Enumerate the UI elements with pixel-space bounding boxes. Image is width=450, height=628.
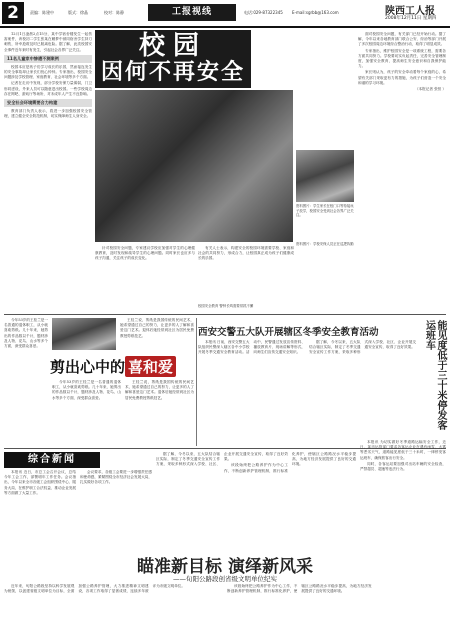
photo-caption: 资料图片：学校安保人员正在巡逻执勤 xyxy=(296,242,354,246)
page-number: 2 xyxy=(2,2,24,24)
subhead: 11名儿童家中惨遭不测案例 xyxy=(4,55,92,63)
paragraph: 同时，各客运站要加强对出站车辆的安全检查，严禁超员、超速等违法行为。 xyxy=(360,461,446,472)
email: E-mail:sgrbb@163.com xyxy=(292,10,339,15)
paper-name: 陕西工人报 xyxy=(385,6,435,17)
xian-article xyxy=(198,340,416,448)
papercut-title-a: 剪出心中的 xyxy=(50,358,126,376)
hero-banner xyxy=(95,30,251,88)
paragraph: 有关人士表示，构建安全的校园环境需要学校、家庭和社会的共同努力，形成合力，让校园真正成为孩子们健康成长的乐园。 xyxy=(198,246,294,261)
hero-title-line2: 因何不再安全 xyxy=(100,60,245,85)
paragraph: 王桂兰说，剪纸是我国传统的民间艺术，她希望通过自己的努力，让更多的人了解和喜爱这门艺术。退休后她经常到社区为居民免费教授剪纸技艺。 xyxy=(125,380,194,400)
section-title: 工报视线 xyxy=(148,4,236,21)
hero-title-line1: 校园 xyxy=(138,31,207,61)
section-caption: 校园安全教育 警钟长鸣需要常抓不懈 xyxy=(198,304,254,308)
papercut-article-left xyxy=(4,318,48,446)
paragraph: 该段始终把公路养护作为中心工作，不断创新养护管理机制，推行标准化养护，使辖区公路路况水平稳步提高，为地方经济发展提供了良好的交通环境。 xyxy=(226,584,372,594)
paragraph: 12月1日凌晨2点15分，某中学宿舍楼发生一起伤害案件，该校初二学生张某在睡梦中被同宿舍学生持刀刺伤，所幸抢救及时已脱离危险。据了解，此类校园安全事件近年来时有发生，引起社会各界广泛关注。 xyxy=(4,32,92,52)
divider xyxy=(4,314,446,315)
mid-article-a xyxy=(95,246,195,310)
paragraph: 据了解，今冬以来，五大队结合辖区实际，制定了冬季交通安全宣传工作方案，采取多种形式深入学校、社区、企业开展交通安全宣传，取得了良好效果。 xyxy=(309,340,416,355)
vertical-headline: 能见度低于三十米停发客运班车 xyxy=(423,320,446,430)
paragraph: 教育部门负责人表示，将进一步加强校园安全管理，建立健全安全防范机制，切实保障师生人身安全。 xyxy=(4,109,92,119)
paragraph: 该段始终把公路养护作为中心工作，不断创新养护管理机制，推行标准化养护，使辖区公路路况水平稳步提高，为地方经济发展提供了良好的交通环境。 xyxy=(224,452,356,473)
bottom-article xyxy=(4,584,446,626)
paragraph: 今年53岁的王桂兰是一名普通的退休职工，从小就喜欢剪纸。几十年来，她剪出的作品数以千计，题材涉及人物、花鸟、山水等多个方面，深受群众喜爱。 xyxy=(52,380,121,400)
paragraph: 王桂兰说，剪纸是我国传统的民间艺术，她希望通过自己的努力，让更多的人了解和喜爱这门艺术。退休后她经常到社区为居民免费教授剪纸技艺。 xyxy=(120,318,194,338)
editor-credit: 责编：陈建中 xyxy=(30,10,54,15)
subhead: 安全社会环境需要合力构建 xyxy=(4,99,92,107)
paragraph: 专家指出，维护校园安全是一项系统工程，需要各方面共同努力。学校要切实负起责任，完善安全管理制度，加强安全教育，提高师生安全意识和自我保护能力。 xyxy=(358,48,446,69)
paragraph: 本报讯 近日，市总工会召开会议，总结今年工会工作，部署明年工作任务。会议指出，今年以来全市各级工会组织围绕中心、服务大局，在维护职工合法权益、推动企业发展等方面做了大量工作。 xyxy=(4,470,76,495)
right-article xyxy=(358,32,446,272)
bottom-headline: 瞄准新目标 演绎新风采 xyxy=(137,557,313,577)
paragraph: 今年53岁的王桂兰是一名普通的退休职工，从小就喜欢剪纸。几十年来，她剪出的作品数以千计，题材涉及人物、花鸟、山水等多个方面，深受群众喜爱。 xyxy=(4,318,48,349)
papercut-photo xyxy=(52,318,116,350)
proof-credit: 校对：陈静 xyxy=(104,10,124,15)
divider xyxy=(196,318,197,446)
lower-left-article xyxy=(4,470,152,548)
paragraph: 本报讯 为切实做好冬季道路运输安全工作，近日，某市运管部门要求各客运企业在遇有雨雪、大雾等恶劣天气，道路能见度低于三十米时，一律停发客运班车，确保旅客出行安全。 xyxy=(360,440,446,460)
phone: 电话:029-87322345 xyxy=(244,10,283,15)
paragraph: 家长则认为，孩子的安全牵动着每个家庭的心，希望有关部门采取更有力的措施，为孩子们营造一个安全和谐的学习环境。 xyxy=(358,70,446,85)
paragraph: 会议要求，各级工会要进一步增强责任感和使命感，紧紧围绕全市经济社会发展大局，扎实做好各项工作。 xyxy=(80,470,152,485)
paper-date: 2008年12月11日 星期四 xyxy=(385,16,437,21)
page-header xyxy=(0,0,450,28)
papercut-article-intro xyxy=(120,318,194,352)
designer-credit: 版式：徐晶 xyxy=(68,10,88,15)
paragraph: 记者在走访中发现，部分学校安保力量薄弱，门卫形同虚设，外来人员可以随意进出校园。一些学校周边存在网吧、游戏厅等场所，对未成年人产生不良影响。 xyxy=(4,81,92,96)
mid-article-b xyxy=(198,246,294,302)
papercut-article-body xyxy=(52,380,194,448)
lower-mid-article xyxy=(156,452,356,548)
secondary-photo xyxy=(296,150,354,202)
paragraph: 面对校园安全问题，有关部门已经开始行动。据了解，今年以来各地教育部门联合公安、综治等部门开展了多次校园周边环境综合整治行动，取得了明显成效。 xyxy=(358,32,446,47)
paragraph: 校园本应是孩子们学习成长的乐园，然而接连发生的安全事故却让家长们忧心忡忡。专家指出，校园安全问题涉及学校管理、家庭教育、社会环境等多个方面。 xyxy=(4,64,92,80)
papercut-title xyxy=(50,356,176,377)
photo-caption: 资料图片：学生家长在校门口等待接孩子放学，校园安全受到社会各界广泛关注。 xyxy=(296,204,354,218)
paragraph: 近年来，旬阳公路段坚持以科学发展观为统领，以创建省级文明单位为目标，全面加强公路养护管理，大力推进精神文明建设，各项工作取得了显著成绩，连续多年被评为市级文明单位。 xyxy=(4,584,185,594)
paragraph: 针对校园安全问题，专家建议学校应加强对学生的心理健康教育，及时发现和疏导学生的心理问题。同时家长也应多与孩子沟通，关注孩子的成长变化。 xyxy=(95,246,195,261)
paragraph: 本报讯 日前，西安交警五大队组织民警深入辖区各中小学校开展冬季交通安全教育活动。活动中，民警通过发放宣传资料、播放教育片、现场讲解等形式，向师生们宣传交通安全知识。 xyxy=(198,340,305,355)
main-photo xyxy=(95,90,293,242)
left-article xyxy=(4,32,92,248)
papercut-title-b: 喜和爱 xyxy=(125,356,176,377)
paragraph: 据了解，今冬以来，五大队结合辖区实际，制定了冬季交通安全宣传工作方案，采取多种形式深入学校、社区、企业开展交通安全宣传，取得了良好效果。 xyxy=(156,452,288,467)
xian-headline: 西安交警五大队开展辖区冬季安全教育活动 xyxy=(198,327,379,338)
section-label: 综合新闻 xyxy=(4,452,100,468)
bottom-subheadline: ——旬阳公路段创省级文明单位纪实 xyxy=(173,575,277,583)
far-right-article xyxy=(360,440,446,548)
byline: （本报记者 张恒 ） xyxy=(414,87,446,92)
